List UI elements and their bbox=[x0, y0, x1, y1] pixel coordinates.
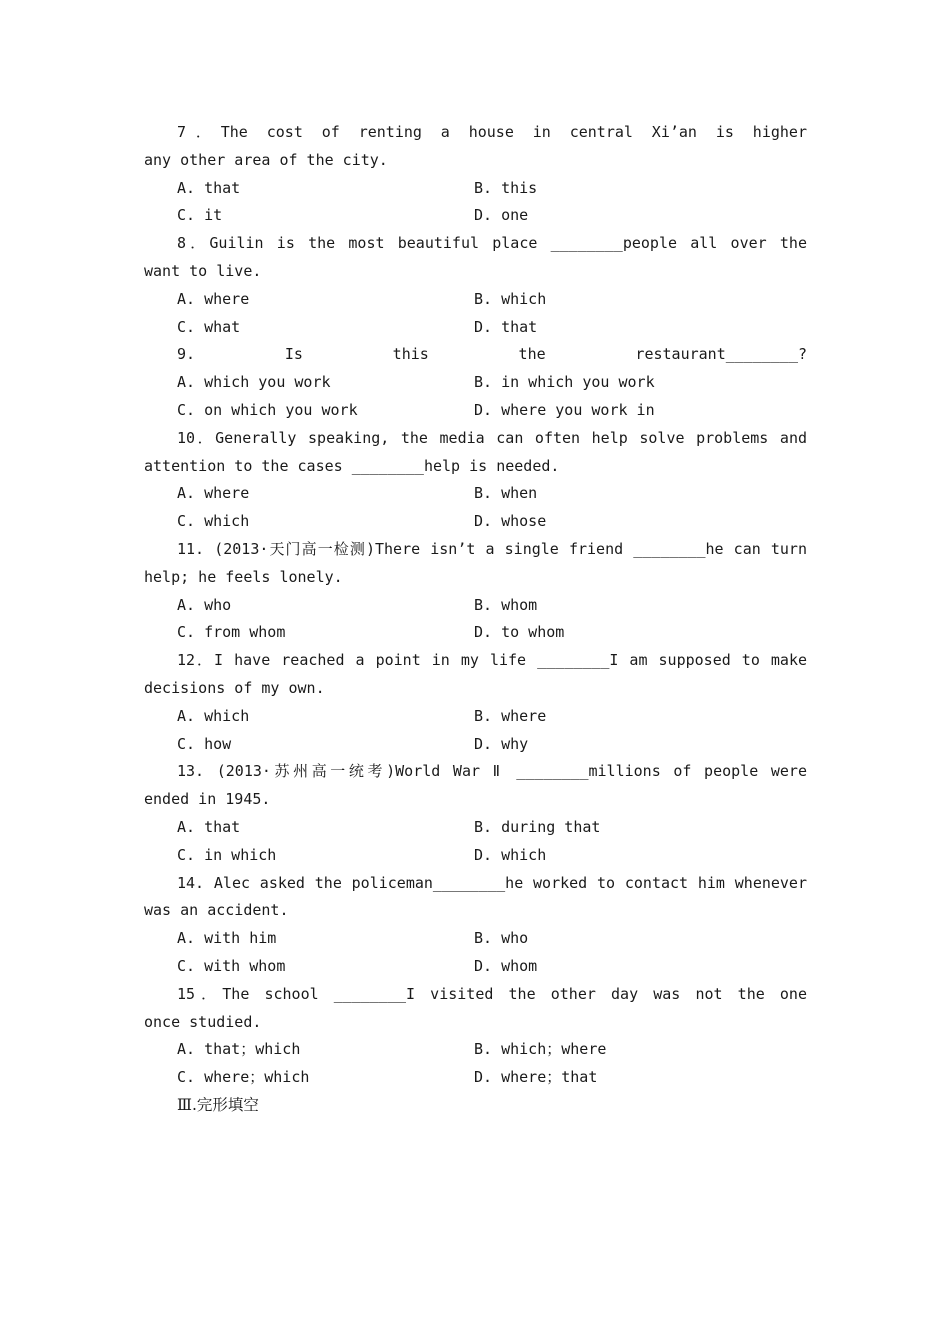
question-stem: 12．I have reached a point in my life ________I am supposed to make bbox=[177, 651, 807, 670]
answer-option: D. where you work in bbox=[474, 400, 655, 419]
options-row bbox=[144, 314, 807, 342]
answer-option: D. that bbox=[474, 317, 538, 336]
question-stem-continuation: help; he feels lonely. bbox=[144, 567, 343, 586]
answer-option: B. where bbox=[474, 706, 547, 725]
options-row bbox=[144, 480, 807, 508]
answer-option: C. what bbox=[177, 317, 241, 336]
options-row bbox=[144, 592, 807, 620]
answer-option: B. during that bbox=[474, 817, 601, 836]
options-row bbox=[144, 925, 807, 953]
options-row bbox=[144, 842, 807, 870]
exercise-list bbox=[144, 119, 807, 1120]
question-item bbox=[144, 870, 807, 981]
question-stem-continuation: ended in 1945. bbox=[144, 790, 271, 809]
question-stem-continuation: want to live. bbox=[144, 261, 262, 280]
options-row bbox=[144, 731, 807, 759]
answer-option: A. that bbox=[177, 178, 241, 197]
question-stem: 9. Is this the restaurant________? bbox=[177, 345, 807, 364]
question-stem-continuation: decisions of my own. bbox=[144, 678, 325, 697]
answer-option: D. whose bbox=[474, 512, 547, 531]
options-row bbox=[144, 814, 807, 842]
answer-option: D. whom bbox=[474, 956, 538, 975]
question-item bbox=[144, 119, 807, 230]
options-row bbox=[144, 619, 807, 647]
question-stem: 7．The cost of renting a house in central Xi’an is higher bbox=[177, 123, 807, 141]
answer-option: A. which you work bbox=[177, 373, 331, 392]
options-row bbox=[144, 703, 807, 731]
answer-option: D. one bbox=[474, 206, 529, 225]
answer-option: C. which bbox=[177, 512, 250, 531]
question-item bbox=[144, 536, 807, 647]
options-row bbox=[144, 953, 807, 981]
answer-option: C. it bbox=[177, 206, 223, 225]
answer-option: A. that；which bbox=[177, 1040, 301, 1059]
question-stem: 11. (2013·天门高一检测)There isn’t a single friend ________he can turn bbox=[177, 539, 807, 558]
question-stem: 10．Generally speaking, the media can often help solve problems and bbox=[177, 428, 807, 447]
question-item bbox=[144, 230, 807, 341]
answer-option: B. who bbox=[474, 929, 529, 948]
question-stem-continuation: attention to the cases ________help is needed. bbox=[144, 456, 560, 475]
answer-option: B. which；where bbox=[474, 1040, 607, 1059]
answer-option: D. where；that bbox=[474, 1068, 598, 1087]
options-row bbox=[144, 508, 807, 536]
question-item bbox=[144, 981, 807, 1092]
answer-option: C. how bbox=[177, 734, 232, 753]
options-row bbox=[144, 175, 807, 203]
options-row bbox=[144, 202, 807, 230]
answer-option: D. to whom bbox=[474, 623, 565, 642]
question-item bbox=[144, 758, 807, 869]
answer-option: B. in which you work bbox=[474, 373, 655, 392]
answer-option: A. that bbox=[177, 817, 241, 836]
answer-option: A. which bbox=[177, 706, 250, 725]
answer-option: D. which bbox=[474, 845, 547, 864]
answer-option: B. which bbox=[474, 289, 547, 308]
answer-option: D. why bbox=[474, 734, 529, 753]
answer-option: A. with him bbox=[177, 929, 277, 948]
answer-option: B. when bbox=[474, 484, 538, 503]
question-item bbox=[144, 647, 807, 758]
question-item bbox=[144, 425, 807, 536]
answer-option: C. from whom bbox=[177, 623, 286, 642]
answer-option: B. whom bbox=[474, 595, 538, 614]
question-stem-continuation: any other area of the city. bbox=[144, 150, 388, 169]
question-stem-continuation: once studied. bbox=[144, 1012, 262, 1031]
answer-option: B. this bbox=[474, 178, 538, 197]
question-stem: 13. (2013·苏州高一统考)World War Ⅱ ________millions of people were bbox=[177, 762, 807, 781]
question-stem: 14. Alec asked the policeman________he worked to contact him whenever bbox=[177, 873, 807, 892]
question-stem: 8．Guilin is the most beautiful place ________people all over the bbox=[177, 234, 807, 253]
answer-option: C. where；which bbox=[177, 1068, 310, 1087]
options-row bbox=[144, 1064, 807, 1092]
answer-option: C. in which bbox=[177, 845, 277, 864]
question-stem: 15．The school ________I visited the other day was not the one bbox=[177, 984, 807, 1003]
section-heading: Ⅲ.完形填空 bbox=[177, 1095, 259, 1114]
question-item bbox=[144, 341, 807, 424]
answer-option: A. where bbox=[177, 484, 250, 503]
answer-option: A. who bbox=[177, 595, 232, 614]
question-stem-continuation: was an accident. bbox=[144, 901, 289, 920]
answer-option: C. with whom bbox=[177, 956, 286, 975]
options-row bbox=[144, 369, 807, 397]
options-row bbox=[144, 286, 807, 314]
options-row bbox=[144, 397, 807, 425]
answer-option: A. where bbox=[177, 289, 250, 308]
options-row bbox=[144, 1036, 807, 1064]
answer-option: C. on which you work bbox=[177, 400, 358, 419]
